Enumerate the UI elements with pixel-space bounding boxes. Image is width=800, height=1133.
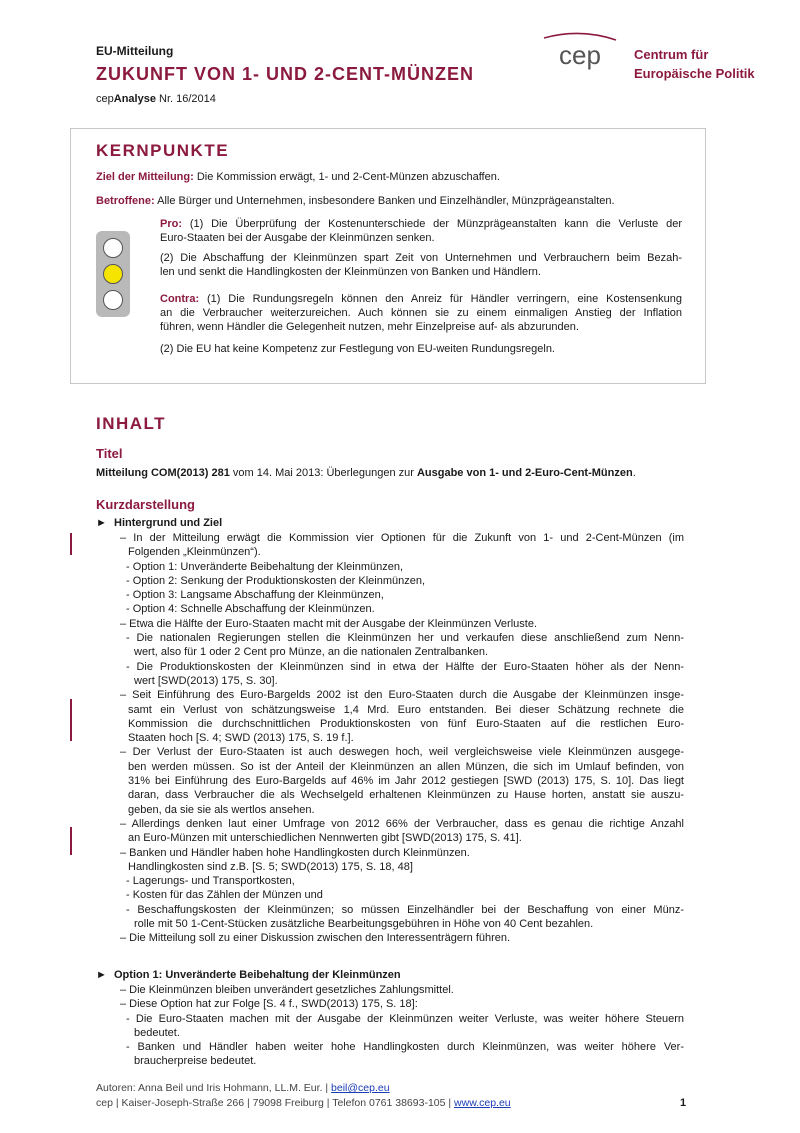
document-title: ZUKUNFT VON 1- UND 2-CENT-MÜNZEN: [96, 64, 474, 84]
text-line: – Die Kleinmünzen bleiben unverändert gesetzliches Zahlungsmittel.: [120, 984, 454, 996]
text-line: – Diese Option hat zur Folge [S. 4 f., SWD(2013) 175, S. 18]:: [120, 998, 418, 1011]
margin-mark: [70, 533, 72, 555]
text-line: Folgenden „Kleinmünzen“).: [128, 546, 261, 559]
margin-mark: [70, 827, 72, 855]
author-email-link[interactable]: beil@cep.eu: [331, 1082, 390, 1094]
cep-logo: [540, 32, 620, 82]
footer-address: cep | Kaiser-Joseph-Straße 266 | 79098 Freiburg | Telefon 0761 38693-105 | www.cep.eu: [96, 1097, 511, 1109]
text-line: - Banken und Händler haben weiter hohe Handlingkosten durch Kleinmünzen, was weiter höhere Ver-: [126, 1041, 684, 1054]
section-heading: Hintergrund und Ziel: [114, 517, 223, 529]
text-line: wert [SWD(2013) 175, S. 30].: [134, 674, 278, 687]
text-line: - Lagerungs- und Transportkosten,: [126, 875, 295, 888]
text-line: 31% bei Einführung des Euro-Bargelds auf 46% im Jahr 2012 gestiegen [SWD (2013) 175, S. 10]. Das liegt: [128, 775, 684, 788]
org-name: Centrum für Europäische Politik: [634, 47, 755, 81]
page-number: 1: [680, 1097, 687, 1109]
text-line: rolle mit 50 1-Cent-Stücken zusätzliche Bearbeitungsgebühren in Höhe von 40 Cent bezahlen.: [134, 918, 594, 931]
kurzdarstellung-heading: Kurzdarstellung: [96, 497, 195, 512]
text-line: – Der Verlust der Euro-Staaten ist auch deswegen hoch, weil vergleichsweise viele Kleinmünzen ausgege-: [120, 746, 684, 759]
text-line: – Etwa die Hälfte der Euro-Staaten macht mit der Ausgabe der Kleinmünzen Verluste.: [120, 617, 538, 630]
traffic-light-green: [103, 290, 123, 310]
text-line: – In der Mitteilung erwägt die Kommission vier Optionen für die Zukunft von 1- und 2-Cent-Münzen (im: [120, 532, 684, 544]
titel-text: Mitteilung COM(2013) 281 vom 14. Mai 2013: Überlegungen zur Ausgabe von 1- und 2-Euro-Cent-Münzen.: [96, 467, 636, 479]
text-line: - Option 4: Schnelle Abschaffung der Kleinmünzen.: [126, 603, 375, 616]
text-line: samt ein Verlust von schätzungsweise 1,4 Mrd. Euro entstanden. Bei dieser Schätzung rechnete die: [128, 703, 684, 716]
svg-text:cep: cep: [559, 40, 601, 70]
bullet-arrow-icon: ►: [96, 969, 107, 981]
text-line: an Euro-Münzen mit unterschiedlichen Nennwerten gibt [SWD(2013) 175, S. 41].: [128, 832, 522, 845]
ziel-line: Ziel der Mitteilung: Die Kommission erwägt, 1- und 2-Cent-Münzen abzuschaffen.: [96, 171, 500, 183]
titel-heading: Titel: [96, 446, 123, 461]
kernpunkte-heading: KERNPUNKTE: [96, 141, 230, 160]
text-line: – Die Mitteilung soll zu einer Diskussion zwischen den Interessenträgern führen.: [120, 932, 511, 945]
eu-label: EU-Mitteilung: [96, 44, 174, 58]
text-line: - Beschaffungskosten der Kleinmünzen; so müssen Einzelhändler bei der Beschaffung von einer Münz-: [126, 903, 684, 916]
text-line: – Seit Einführung des Euro-Bargelds 2002 ist den Euro-Staaten durch die Ausgabe der Kleinmünzen insge-: [120, 689, 684, 702]
traffic-light-yellow: [103, 264, 123, 284]
website-link[interactable]: www.cep.eu: [454, 1097, 511, 1109]
text-line: bedeutet.: [134, 1026, 180, 1039]
section-1-body: [114, 531, 684, 946]
margin-mark: [70, 699, 72, 741]
text-line: - Option 3: Langsame Abschaffung der Kleinmünzen,: [126, 589, 384, 602]
text-line: - Option 1: Unveränderte Beibehaltung der Kleinmünzen,: [126, 560, 404, 573]
inhalt-heading: INHALT: [96, 414, 167, 433]
contra-block: Contra: (1) Die Rundungsregeln können den Anreiz für Händler verringern, eine Kostensenkung an die Verbraucher weiterzureichen. Auch können sie zu einem einmaligen Anstieg der Inflation führen, wenn Händler die Gelegenheit nutzen, mehr Einzelpreise auf- als abzurunden. (2) Die EU hat keine Kompetenz zur Festlegung von EU-weiten Rundungsregeln.: [160, 293, 682, 355]
text-line: Handlingkosten sind z.B. [S. 5; SWD(2013) 175, S. 18, 48]: [128, 860, 413, 873]
analysis-number: cepAnalyse Nr. 16/2014: [96, 93, 216, 105]
text-line: braucherpreise bedeutet.: [134, 1055, 257, 1068]
text-line: - Die Produktionskosten der Kleinmünzen sind in etwa der Hälfte der Euro-Staaten höher als der Nenn-: [126, 660, 684, 673]
text-line: geben, da sie sie als wertlos ansehen.: [128, 803, 315, 816]
text-line: wert, also für 1 oder 2 Cent pro Münze, an die nationalen Zentralbanken.: [134, 646, 489, 659]
footer-authors: Autoren: Anna Beil und Iris Hohmann, LL.M. Eur. | beil@cep.eu: [96, 1082, 390, 1094]
text-line: - Kosten für das Zählen der Münzen und: [126, 889, 323, 902]
betroffene-line: Betroffene: Alle Bürger und Unternehmen, insbesondere Banken und Einzelhändler, Münzprägeanstalten.: [96, 195, 615, 207]
section-2-body: [114, 983, 684, 1069]
traffic-light-red: [103, 238, 123, 258]
text-line: Staaten hoch [S. 4; SWD (2013) 175, S. 19 f.].: [128, 732, 354, 745]
text-line: – Banken und Händler haben hohe Handlingkosten durch Kleinmünzen.: [120, 846, 470, 859]
text-line: – Allerdings denken laut einer Umfrage von 2012 66% der Verbraucher, dass es genau die richtige Anzahl: [120, 817, 684, 830]
text-line: daran, dass Verbraucher die als Wechselgeld erhaltenen Kleinmünzen zu Hause horten, anstatt sie auszu-: [128, 789, 684, 802]
text-line: - Die Euro-Staaten machen mit der Ausgabe der Kleinmünzen weiter Verluste, was weiter höhere Steuern: [126, 1012, 684, 1025]
text-line: - Die nationalen Regierungen stellen die Kleinmünzen her und verkaufen diese anschließend zum Nenn-: [126, 632, 684, 645]
text-line: ben werden müssen. So ist der Anteil der Kleinmünzen an allen Münzen, die sich im Umlauf befinden, von: [128, 760, 684, 773]
text-line: - Option 2: Senkung der Produktionskosten der Kleinmünzen,: [126, 574, 426, 587]
traffic-light-icon: [96, 231, 130, 317]
text-line: Kommission die durchschnittlichen Produktionskosten von fünf Euro-Staaten auf die restlichen Euro-: [128, 717, 684, 730]
section-heading: Option 1: Unveränderte Beibehaltung der Kleinmünzen: [114, 969, 401, 981]
pro-block: Pro: (1) Die Überprüfung der Kostenunterschiede der Münzprägeanstalten kann die Verluste der Euro-Staaten bei der Ausgabe der Kleinmünzen senken. (2) Die Abschaffung der Kleinmünzen spart Zeit von Unternehmen und Verbrauchern beim Bezah- len und senkt die Handlingkosten der Kleinmünzen von Banken und Händlern.: [160, 218, 682, 278]
bullet-arrow-icon: ►: [96, 517, 107, 529]
